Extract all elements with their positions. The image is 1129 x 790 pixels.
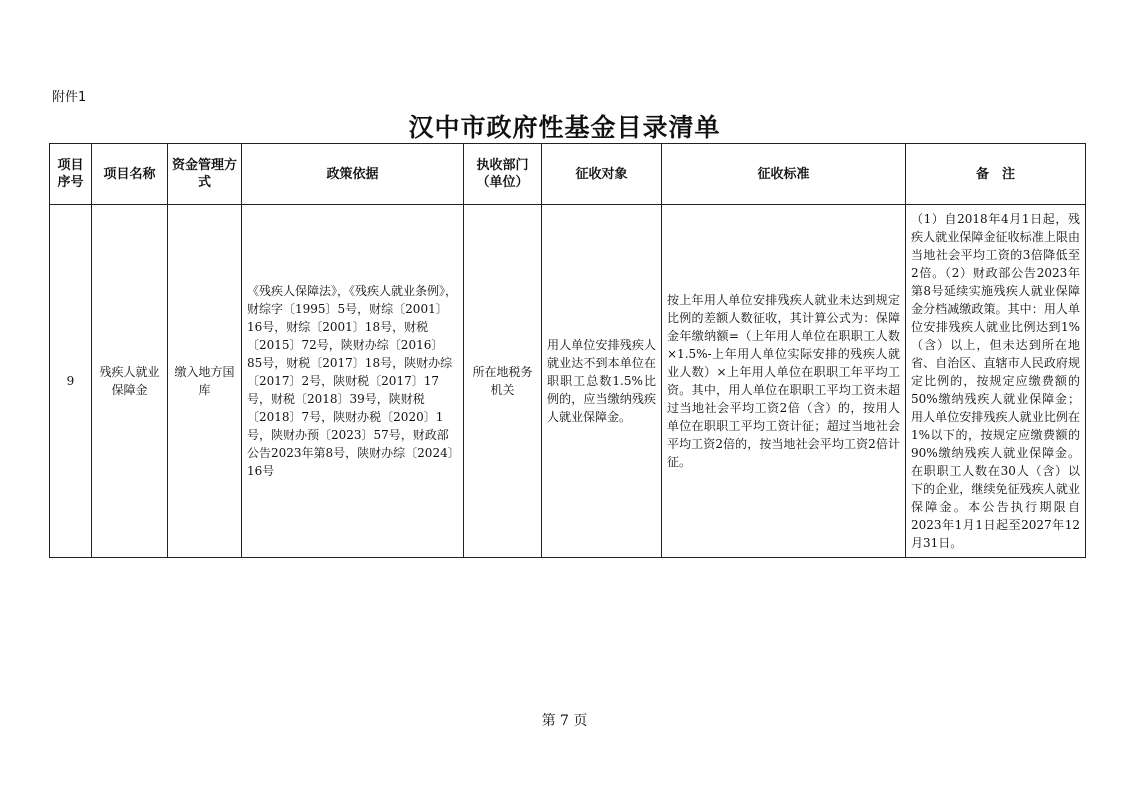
header-management: 资金管理方式 <box>168 144 242 205</box>
header-target: 征收对象 <box>542 144 662 205</box>
cell-standard: 按上年用人单位安排残疾人就业未达到规定比例的差额人数征收，其计算公式为：保障金年缴纳额=（上年用人单位在职职工人数×1.5%-上年用人单位实际安排的残疾人就业人数）×上年用人单位在职职工年平均工资。其中，用人单位在职职工平均工资未超过当地社会平均工资2倍（含）的，按用人单位在职职工平均工资计征；超过当地社会平均工资2倍的，按当地社会平均工资2倍计征。 <box>662 205 906 558</box>
cell-remarks: （1）自2018年4月1日起，残疾人就业保障金征收标准上限由当地社会平均工资的3倍降低至2倍。（2）财政部公告2023年第8号延续实施残疾人就业保障金分档减缴政策。其中：用人单位安排残疾人就业比例达到1%（含）以上，但未达到所在地省、自治区、直辖市人民政府规定比例的，按规定应缴费额的50%缴纳残疾人就业保障金；用人单位安排残疾人就业比例在1%以下的，按规定应缴费额的90%缴纳残疾人就业保障金。在职职工人数在30人（含）以下的企业，继续免征残疾人就业保障金。本公告执行期限自2023年1月1日起至2027年12月31日。 <box>906 205 1086 558</box>
cell-name: 残疾人就业保障金 <box>92 205 168 558</box>
table-header-row <box>50 144 1086 205</box>
header-seq: 项目序号 <box>50 144 92 205</box>
cell-policy: 《残疾人保障法》，《残疾人就业条例》，财综字〔1995〕5号，财综〔2001〕16号，财综〔2001〕18号，财税〔2015〕72号，陕财办综〔2016〕85号，财税〔2017〕18号，陕财办综〔2017〕2号，陕财税〔2017〕17号，财税〔2018〕39号，陕财税〔2018〕7号，陕财办税〔2020〕1号，陕财办预〔2023〕57号，财政部公告2023年第8号，陕财办综〔2024〕16号 <box>242 205 464 558</box>
header-department: 执收部门（单位） <box>464 144 542 205</box>
page-number: 第 7 页 <box>541 713 588 729</box>
header-standard: 征收标准 <box>662 144 906 205</box>
fund-catalog-table <box>49 143 1086 558</box>
header-remarks: 备 注 <box>906 144 1086 205</box>
attachment-label: 附件1 <box>52 90 87 105</box>
cell-seq: 9 <box>50 205 92 558</box>
table-row <box>50 205 1086 558</box>
page-title: 汉中市政府性基金目录清单 <box>408 113 721 142</box>
cell-management: 缴入地方国库 <box>168 205 242 558</box>
header-policy: 政策依据 <box>242 144 464 205</box>
header-name: 项目名称 <box>92 144 168 205</box>
cell-target: 用人单位安排残疾人就业达不到本单位在职职工总数1.5%比例的，应当缴纳残疾人就业保障金。 <box>542 205 662 558</box>
cell-department: 所在地税务机关 <box>464 205 542 558</box>
